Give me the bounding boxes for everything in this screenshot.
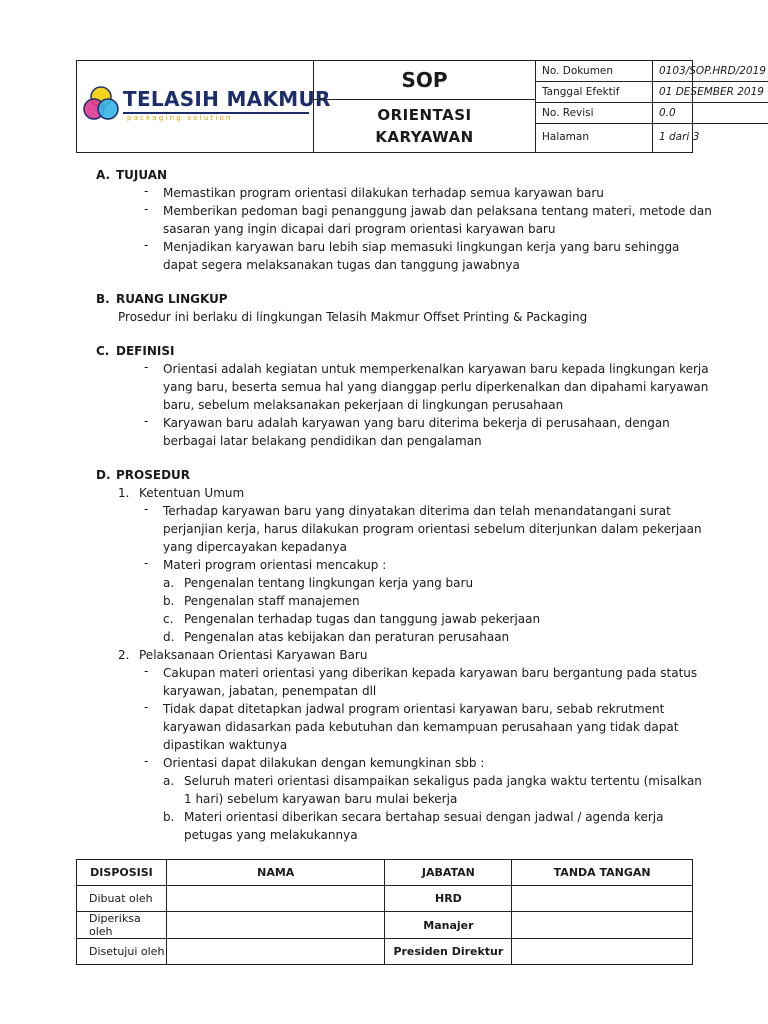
info-label: Tanggal Efektif: [536, 82, 653, 102]
info-row-halaman: [536, 124, 768, 152]
info-value: 01 DESEMBER 2019: [659, 86, 764, 98]
list-item: - Orientasi adalah kegiatan untuk memperkenalkan karyawan baru kepada lingkungan kerja yang baru, beserta semua hal yang dianggap perlu diperkenalkan dan dipahami karyawan baru, sebelum melaksanakan pekerjaan di lingkungan perusahaan: [144, 360, 709, 412]
lettered-item: d. Pengenalan atas kebijakan dan peraturan perusahaan: [163, 630, 510, 644]
info-row-tanggal: [536, 82, 768, 103]
table-row: [77, 939, 693, 965]
section-heading-prosedur: D. PROSEDUR: [96, 468, 191, 482]
jabatan-cell: Manajer: [385, 912, 512, 939]
list-item: - Karyawan baru adalah karyawan yang baru diterima bekerja di perusahaan, dengan berbagai latar belakang pendidikan dan pengalaman: [144, 414, 670, 448]
paragraph: Prosedur ini berlaku di lingkungan Telasih Makmur Offset Printing & Packaging: [118, 310, 588, 324]
signature-cell: [512, 912, 693, 939]
signature-cell: [512, 886, 693, 912]
numbered-item: 1. Ketentuan Umum: [118, 486, 245, 500]
document-header: [76, 60, 766, 153]
lettered-item: a. Pengenalan tentang lingkungan kerja yang baru: [163, 576, 474, 590]
lettered-item: b. Pengenalan staff manajemen: [163, 594, 360, 608]
section-heading-definisi: C. DEFINISI: [96, 344, 175, 358]
info-label: No. Dokumen: [536, 61, 653, 81]
lettered-item: b. Materi orientasi diberikan secara bertahap sesuai dengan jadwal / agenda kerja petugas yang melakukannya: [163, 810, 664, 842]
title-cell: [314, 61, 536, 152]
list-item: - Memastikan program orientasi dilakukan terhadap semua karyawan baru: [144, 184, 604, 200]
lettered-item: a. Seluruh materi orientasi disampaikan sekaligus pada jangka waktu tertentu (misalkan 1 hari) sebelum karyawan baru mulai bekerja: [163, 774, 702, 806]
section-heading-tujuan: A. TUJUAN: [96, 168, 168, 182]
signature-cell: [512, 939, 693, 965]
list-item: - Orientasi dapat dilakukan dengan kemungkinan sbb :: [144, 754, 485, 770]
table-row: [77, 912, 693, 939]
logo-circles-icon: [81, 85, 121, 125]
info-label: No. Revisi: [536, 103, 653, 123]
table-row: [77, 886, 693, 912]
doc-info: [536, 61, 768, 152]
list-item: - Terhadap karyawan baru yang dinyatakan diterima dan telah menandatangani surat perjanjian kerja, harus dilakukan program orientasi sebelum diterjunkan dalam pekerjaan yang dipercayakan kepadanya: [144, 502, 702, 554]
disposisi-cell: Diperiksa oleh: [77, 912, 167, 939]
jabatan-cell: HRD: [385, 886, 512, 912]
column-header: JABATAN: [385, 860, 512, 886]
list-item: - Materi program orientasi mencakup :: [144, 556, 387, 572]
document-body: [96, 166, 712, 844]
section-heading-ruang-lingkup: B. RUANG LINGKUP: [96, 292, 228, 306]
info-label: Halaman: [536, 124, 653, 152]
brand-tagline: packaging solution: [127, 114, 233, 122]
brand-name: TELASIH MAKMUR: [123, 87, 331, 111]
numbered-item: 2. Pelaksanaan Orientasi Karyawan Baru: [118, 648, 368, 662]
doc-title: [314, 100, 535, 152]
disposisi-cell: Dibuat oleh: [77, 886, 167, 912]
lettered-item: c. Pengenalan terhadap tugas dan tanggung jawab pekerjaan: [163, 612, 541, 626]
list-item: - Memberikan pedoman bagi penanggung jawab dan pelaksana tentang materi, metode dan sasaran yang ingin dicapai dari program orientasi karyawan baru: [144, 202, 712, 236]
doc-type: SOP: [314, 61, 535, 100]
doc-title-line1: ORIENTASI: [377, 106, 472, 124]
table-header-row: [77, 860, 693, 886]
approval-table: [76, 859, 693, 965]
info-row-dokumen: [536, 61, 768, 82]
column-header: NAMA: [166, 860, 385, 886]
info-value: 1 dari 3: [659, 131, 700, 143]
doc-title-line2: KARYAWAN: [375, 128, 474, 146]
info-value: 0103/SOP.HRD/2019: [659, 65, 766, 77]
list-item: - Menjadikan karyawan baru lebih siap memasuki lingkungan kerja yang baru sehingga dapat segera melaksanakan tugas dan tanggung jawabnya: [144, 238, 680, 272]
column-header: DISPOSISI: [77, 860, 167, 886]
logo-cell: [77, 61, 331, 152]
jabatan-cell: Presiden Direktur: [385, 939, 512, 965]
nama-cell: [166, 886, 385, 912]
disposisi-cell: Disetujui oleh: [77, 939, 167, 965]
nama-cell: [166, 939, 385, 965]
column-header: TANDA TANGAN: [512, 860, 693, 886]
nama-cell: [166, 912, 385, 939]
info-row-revisi: [536, 103, 768, 124]
company-logo: [81, 85, 331, 129]
list-item: - Cakupan materi orientasi yang diberikan kepada karyawan baru bergantung pada status karyawan, jabatan, penempatan dll: [144, 664, 698, 698]
info-value: 0.0: [659, 107, 676, 119]
list-item: - Tidak dapat ditetapkan jadwal program orientasi karyawan baru, sebab rekrutment karyawan didasarkan pada kebutuhan dan kemampuan perusahaan yang tidak dapat dipastikan waktunya: [144, 700, 679, 752]
